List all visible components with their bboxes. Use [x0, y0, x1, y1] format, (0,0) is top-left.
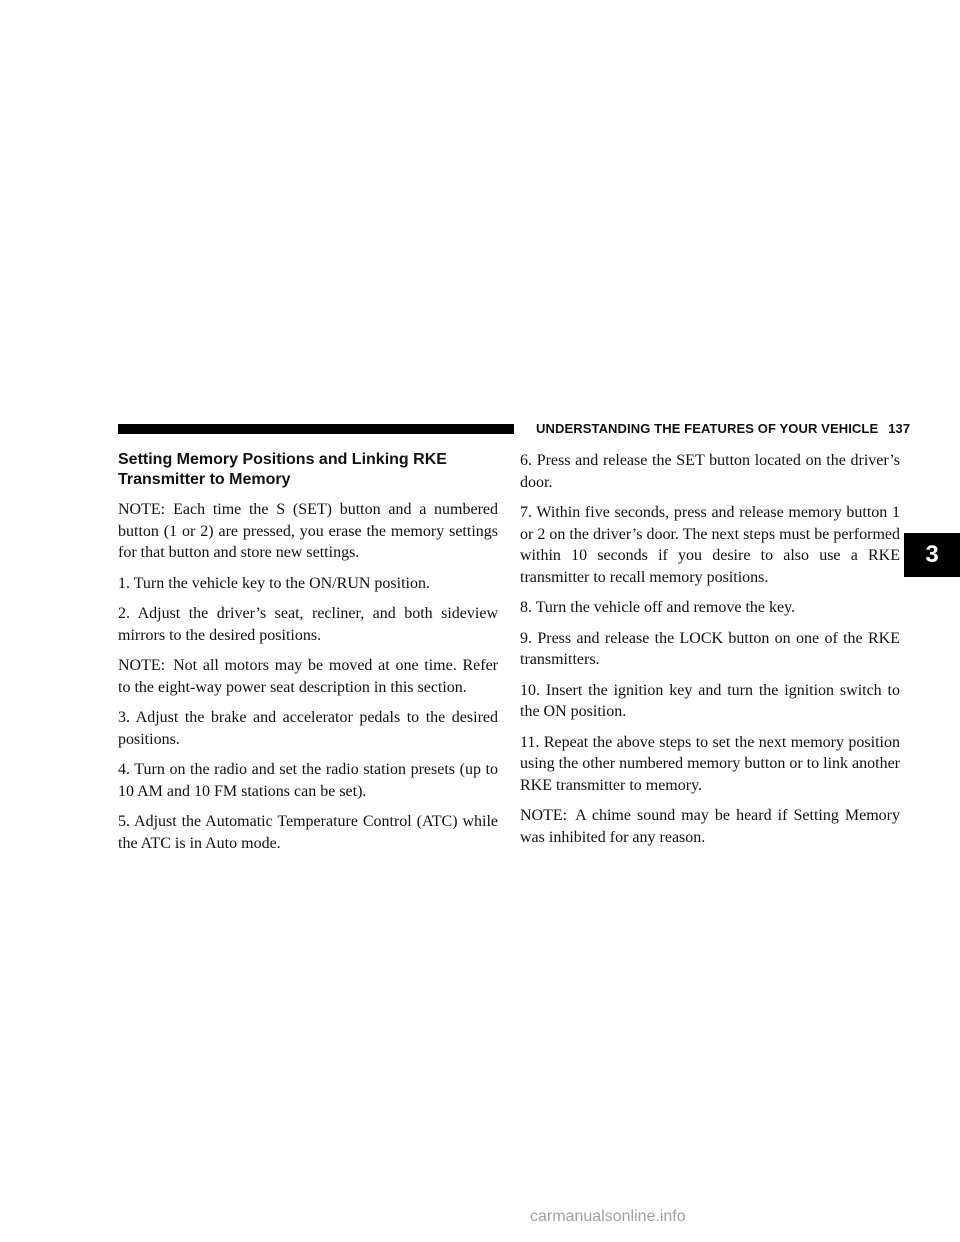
- step-11: 11. Repeat the above steps to set the next memory position using the other numbered memory button or to link another RKE transmitter to memory.: [520, 733, 900, 794]
- step-10: 10. Insert the ignition key and turn the ignition switch to the ON position.: [520, 681, 900, 720]
- header-title: UNDERSTANDING THE FEATURES OF YOUR VEHICLE: [536, 421, 879, 436]
- step-6: 6. Press and release the SET button located on the driver’s door.: [520, 452, 900, 491]
- note-text: A chime sound may be heard if Setting Memory was inhibited for any reason.: [520, 807, 900, 846]
- header-rule: [118, 424, 514, 434]
- note-text: Each time the S (SET) button and a numbered button (1 or 2) are pressed, you erase the memory settings for that button and store new settings.: [118, 501, 498, 561]
- step-2: 2. Adjust the driver’s seat, recliner, and both sideview mirrors to the desired positions.: [118, 605, 498, 644]
- step-5: 5. Adjust the Automatic Temperature Control (ATC) while the ATC is in Auto mode.: [118, 813, 498, 852]
- left-column: [118, 450, 498, 863]
- note-paragraph: [118, 499, 498, 564]
- chapter-tab: 3: [904, 533, 960, 577]
- footer-watermark: carmanualsonline.info: [530, 1208, 686, 1225]
- note-text: Not all motors may be moved at one time. Refer to the eight-way power seat description in this section.: [118, 657, 498, 696]
- step-4: 4. Turn on the radio and set the radio station presets (up to 10 AM and 10 FM stations can be set).: [118, 761, 498, 800]
- note-paragraph: [520, 805, 900, 848]
- step-7: 7. Within five seconds, press and release memory button 1 or 2 on the driver’s door. The next steps must be performed within 10 seconds if you desire to also use a RKE transmitter to recall memory positions.: [520, 504, 900, 586]
- step-3: 3. Adjust the brake and accelerator pedals to the desired positions.: [118, 709, 498, 748]
- step-9: 9. Press and release the LOCK button on one of the RKE transmitters.: [520, 629, 900, 668]
- section-heading: Setting Memory Positions and Linking RKE Transmitter to Memory: [118, 451, 447, 488]
- step-1: 1. Turn the vehicle key to the ON/RUN position.: [118, 574, 430, 592]
- note-label: NOTE:: [118, 657, 166, 674]
- note-paragraph: [118, 655, 498, 698]
- note-label: NOTE:: [520, 807, 568, 824]
- page-number: 137: [888, 421, 911, 436]
- note-label: NOTE:: [118, 501, 166, 518]
- running-header: [536, 421, 910, 436]
- step-8: 8. Turn the vehicle off and remove the key.: [520, 599, 796, 616]
- right-column: [520, 450, 900, 857]
